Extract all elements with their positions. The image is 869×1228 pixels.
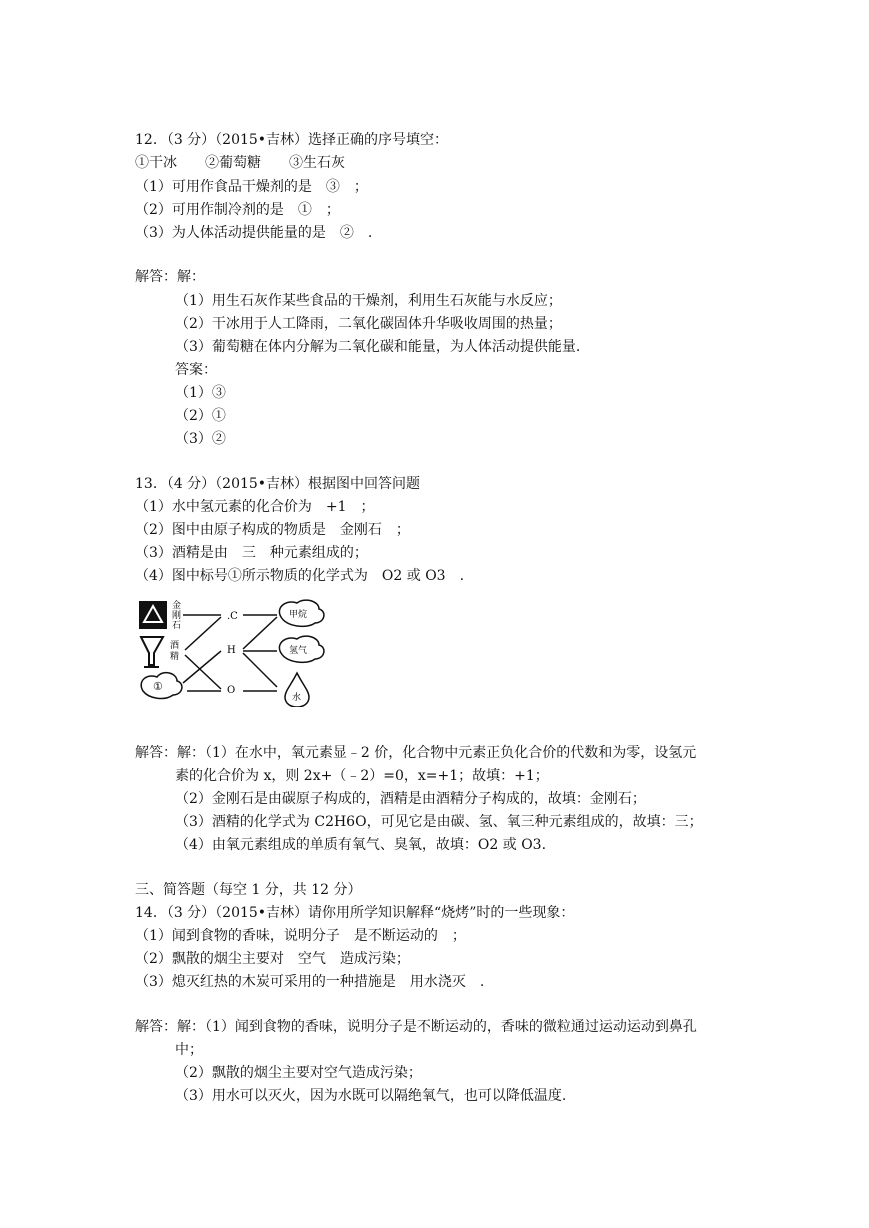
q14-title: 14．（3 分）（2015•吉林）请你用所学知识解释“烧烤”时的一些现象： (135, 905, 575, 921)
q13-diagram-svg (135, 595, 345, 707)
line-h-water (243, 653, 277, 687)
q13-answer-first: 解答：解：（1）在水中，氧元素显﹣2 价，化合物中元素正负化合价的代数和为零，设氢元 (135, 745, 697, 761)
q14-answer-first: 解答：解：（1）闻到食物的香味，说明分子是不断运动的，香味的微粒通过运动运动到鼻孔 (135, 1019, 697, 1035)
q14-answer-line-2: （2）飘散的烟尘主要对空气造成污染； (175, 1065, 422, 1081)
q14-answer-cont: 中； (175, 1042, 203, 1058)
q12-answer-line-2: （2）干冰用于人工降雨，二氧化碳固体升华吸收周围的热量； (175, 316, 562, 332)
q12-options: ①干冰 ②葡萄糖 ③生石灰 (135, 155, 345, 171)
q12-answer-line-3: （3）葡萄糖在体内分解为二氧化碳和能量，为人体活动提供能量. (175, 339, 581, 355)
q13-item-2: （2）图中由原子构成的物质是 金刚石 ； (135, 522, 410, 538)
q13-answer-line-2: （2）金刚石是由碳原子构成的，酒精是由酒精分子构成的，故填：金刚石； (175, 791, 646, 807)
methane-label: 甲烷 (289, 610, 308, 620)
line-one-h (183, 651, 221, 683)
q12-item-1: （1）可用作食品干燥剂的是 ③ ； (135, 179, 368, 195)
circle-one-label: ① (153, 680, 163, 693)
element-h: H (227, 645, 236, 656)
wine-glass-icon (141, 637, 163, 665)
q13-answer-line-3: （3）酒精的化学式为 C2H6O，可见它是由碳、氢、氧三种元素组成的，故填：三； (175, 814, 703, 830)
q14-answer-line-3: （3）用水可以灭火，因为水既可以隔绝氧气，也可以降低温度. (175, 1088, 567, 1104)
q14-item-3: （3）熄灭红热的木炭可采用的一种措施是 用水浇灭 . (135, 974, 485, 990)
q13-diagram (135, 595, 345, 707)
q12-answer-2: （2）① (175, 408, 226, 424)
line-h-methane (243, 617, 277, 649)
diamond-label-3: 石 (172, 621, 182, 631)
q12-answer-line-1: （1）用生石灰作某些食品的干燥剂，利用生石灰能与水反应； (175, 293, 562, 309)
q13-answer-cont: 素的化合价为 x，则 2x+（﹣2）=0，x=+1；故填：+1； (175, 768, 549, 784)
element-o: O (227, 685, 236, 696)
q12-answer-head: 解答：解： (135, 269, 205, 285)
q12-item-3: （3）为人体活动提供能量的是 ② . (135, 225, 373, 241)
hydrogen-label: 氢气 (289, 646, 308, 656)
diamond-label-2: 刚 (172, 611, 182, 621)
water-label: 水 (292, 693, 302, 703)
section3-title: 三、简答题（每空 1 分，共 12 分） (135, 882, 362, 898)
q12-answer-label: 答案： (175, 362, 217, 378)
q12-answer-3: （3）② (175, 431, 226, 447)
q13-title: 13．（4 分）（2015•吉林）根据图中回答问题 (135, 476, 421, 492)
q14-item-1: （1）闻到食物的香味，说明分子 是不断运动的 ； (135, 928, 466, 944)
q12-answer-1: （1）③ (175, 385, 226, 401)
alcohol-label-1: 酒 (170, 641, 180, 651)
diamond-label-1: 金 (172, 601, 182, 611)
element-c: .C (227, 611, 238, 622)
q13-item-3: （3）酒精是由 三 种元素组成的； (135, 545, 368, 561)
q14-item-2: （2）飘散的烟尘主要对 空气 造成污染； (135, 951, 410, 967)
q12-item-2: （2）可用作制冷剂的是 ① ； (135, 202, 340, 218)
q13-item-1: （1）水中氢元素的化合价为 +1 ； (135, 499, 375, 515)
q13-item-4: （4）图中标号①所示物质的化学式为 O2 或 O3 . (135, 568, 465, 584)
q12-title: 12．（3 分）（2015•吉林）选择正确的序号填空： (135, 132, 449, 148)
line-alcohol-c (185, 617, 221, 650)
line-alcohol-o (185, 655, 221, 689)
q13-answer-line-4: （4）由氧元素组成的单质有氧气、臭氧，故填：O2 或 O3. (175, 837, 547, 853)
alcohol-label-2: 精 (170, 652, 180, 662)
